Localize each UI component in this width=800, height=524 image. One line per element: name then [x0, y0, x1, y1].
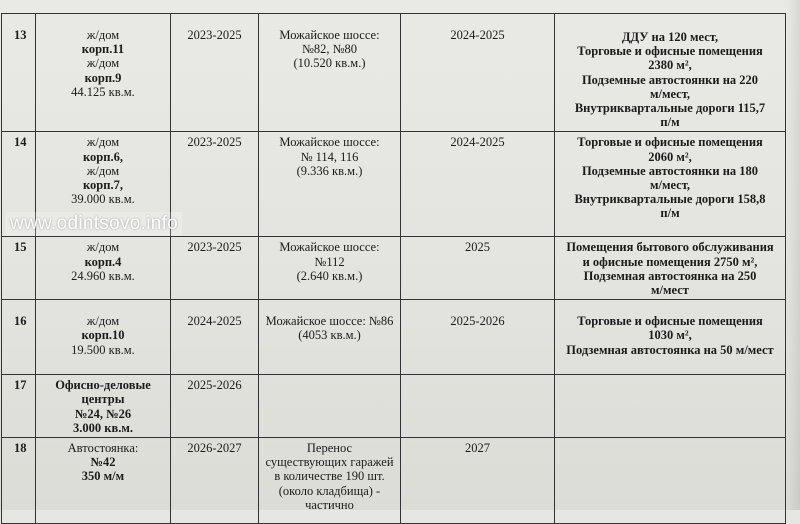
- feature-line: Внутриквартальные дороги 115,7: [574, 101, 766, 116]
- period-cell: 2025-2026: [171, 375, 259, 438]
- address-line: Можайское шоссе:: [279, 240, 380, 255]
- object-line: Офисно-деловые: [55, 378, 151, 393]
- address-line: №112: [314, 254, 345, 269]
- feature-line: Помещения бытового обслуживания: [566, 240, 774, 255]
- feature-line: п/м: [660, 115, 680, 130]
- features-cell: [555, 300, 786, 375]
- feature-line: Торговые и офисные помещения: [577, 314, 763, 329]
- year-cell: 2025: [401, 237, 555, 300]
- feature-line: п/м: [660, 206, 680, 221]
- address-line: №82, №80: [301, 42, 358, 57]
- object-line: корп.9: [84, 70, 122, 85]
- object-cell: [36, 14, 171, 132]
- period-cell: 2023-2025: [171, 14, 259, 132]
- table-row: [2, 300, 786, 375]
- object-line: корп.6,: [83, 149, 123, 164]
- feature-line: Торговые и офисные помещения: [577, 44, 763, 59]
- row-number: 13: [2, 14, 36, 132]
- feature-line: 1030 м²,: [648, 328, 692, 343]
- feature-line: и офисные помещения 2750 м²,: [582, 254, 758, 269]
- period-cell: 2026-2027: [171, 438, 259, 524]
- address-line: Можайское шоссе:: [279, 135, 380, 150]
- object-line: корп.7,: [83, 178, 123, 193]
- object-line: ж/дом: [86, 135, 120, 150]
- address-line: № 114, 116: [300, 149, 359, 164]
- address-line: (9.336 кв.м.): [296, 163, 363, 178]
- object-line: ж/дом: [86, 240, 120, 255]
- period-cell: 2023-2025: [171, 237, 259, 300]
- address-cell: [259, 300, 401, 375]
- object-area: 350 м/м: [81, 469, 125, 484]
- feature-line: Внутриквартальные дороги 158,8: [574, 192, 766, 207]
- feature-line: Подземные автостоянки на 220: [581, 72, 759, 87]
- feature-line: Подземная автостоянка на 50 м/мест: [566, 342, 774, 357]
- year-cell: [401, 375, 555, 438]
- page-edge-shadow: [786, 0, 800, 510]
- row-number: 15: [2, 237, 36, 300]
- year-cell: 2024-2025: [401, 14, 555, 132]
- features-cell: [555, 438, 786, 524]
- object-line: ж/дом: [86, 28, 120, 42]
- feature-line: Торговые и офисные помещения: [577, 135, 763, 150]
- object-line: №42: [90, 455, 116, 470]
- row-number: 16: [2, 300, 36, 375]
- address-cell: [259, 438, 401, 524]
- table-row: [2, 438, 786, 524]
- address-line: Можайское шоссе:: [279, 28, 380, 42]
- site-watermark: www.odintsovo.info: [6, 212, 182, 236]
- features-cell: [555, 237, 786, 300]
- object-area: 44.125 кв.м.: [71, 84, 135, 99]
- features-cell: [555, 375, 786, 438]
- row-number: 14: [2, 132, 36, 237]
- address-line: частично: [305, 497, 354, 512]
- row-number: 17: [2, 375, 36, 438]
- object-area: 19.500 кв.м.: [71, 342, 135, 357]
- feature-line: м/мест,: [649, 86, 691, 101]
- row-number: 18: [2, 438, 36, 524]
- address-line: (10.520 кв.м.): [293, 56, 366, 71]
- address-line: Перенос: [306, 441, 353, 456]
- address-cell: [259, 132, 401, 237]
- object-line: ж/дом: [86, 163, 120, 178]
- object-area: 24.960 кв.м.: [71, 268, 135, 283]
- feature-line: Подземная автостоянка на 250: [583, 268, 757, 283]
- object-cell: [36, 438, 171, 524]
- table-row: [2, 14, 786, 132]
- year-cell: 2025-2026: [401, 300, 555, 375]
- address-line: в количестве 190 шт.: [274, 469, 385, 484]
- object-cell: [36, 237, 171, 300]
- address-line: Можайское шоссе: №86: [265, 314, 394, 329]
- period-cell: 2023-2025: [171, 132, 259, 237]
- address-cell: [259, 237, 401, 300]
- object-line: №24, №26: [74, 406, 132, 421]
- object-area: 39.000 кв.м.: [71, 192, 135, 207]
- year-cell: 2027: [401, 438, 555, 524]
- feature-line: ДДУ на 120 мест,: [621, 30, 719, 44]
- address-line: существующих гаражей: [265, 455, 394, 470]
- feature-line: Подземные автостоянки на 180: [581, 163, 759, 178]
- features-cell: [555, 14, 786, 132]
- object-cell: [36, 300, 171, 375]
- table-row: [2, 375, 786, 438]
- object-line: корп.10: [81, 328, 125, 343]
- address-cell: [259, 14, 401, 132]
- object-line: ж/дом: [86, 314, 120, 329]
- period-cell: 2024-2025: [171, 300, 259, 375]
- object-line: центры: [81, 392, 125, 407]
- object-area: 3.000 кв.м.: [73, 420, 133, 435]
- feature-line: 2380 м²,: [648, 58, 692, 73]
- feature-line: м/мест: [651, 283, 689, 298]
- table-row: [2, 237, 786, 300]
- address-line: (4053 кв.м.): [298, 328, 361, 343]
- feature-line: м/мест,: [649, 178, 691, 193]
- address-line: (около кладбища) -: [278, 483, 381, 498]
- object-line: корп.4: [84, 254, 122, 269]
- address-line: (2.640 кв.м.): [296, 268, 363, 283]
- projects-table: [1, 13, 786, 524]
- year-cell: 2024-2025: [401, 132, 555, 237]
- features-cell: [555, 132, 786, 237]
- object-line: корп.11: [81, 42, 125, 57]
- object-line: Автостоянка:: [67, 441, 139, 456]
- feature-line: 2060 м²,: [648, 149, 692, 164]
- object-cell: [36, 375, 171, 438]
- object-line: ж/дом: [86, 56, 120, 71]
- address-cell: [259, 375, 401, 438]
